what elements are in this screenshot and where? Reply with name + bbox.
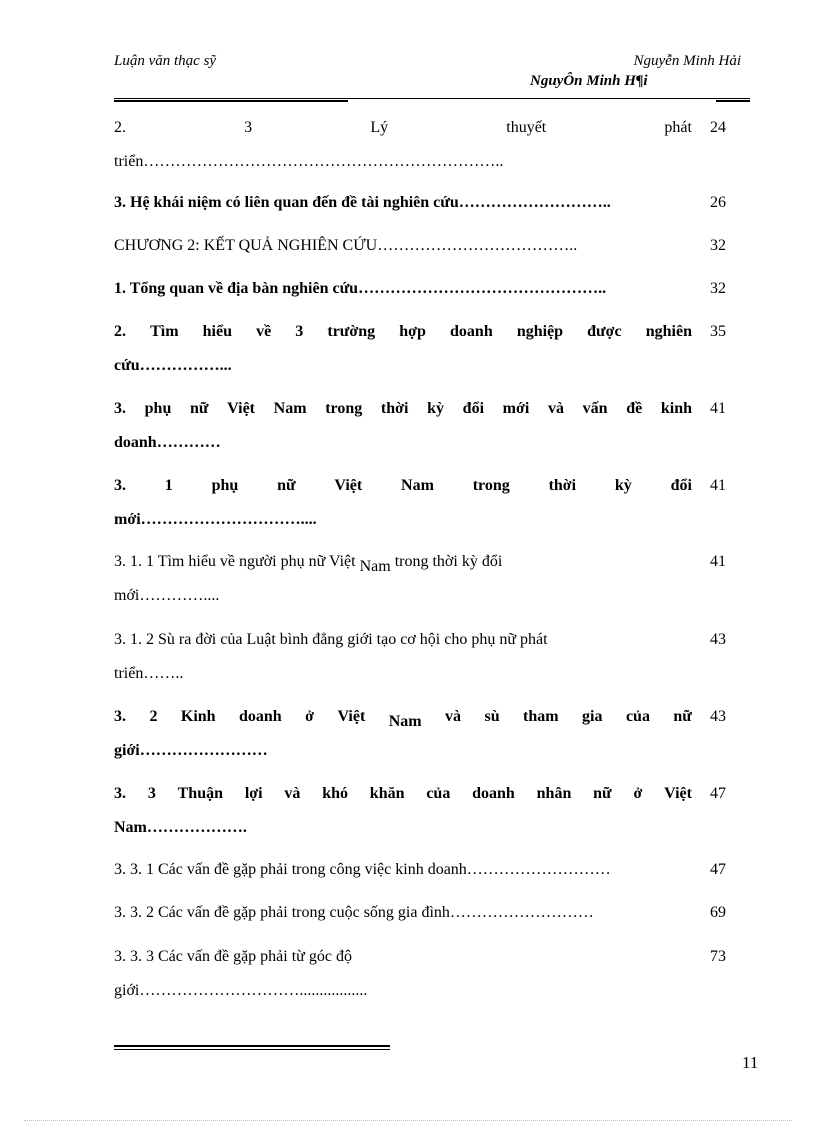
toc-page-number: 43 [710,631,726,648]
page-bottom-dotted-border [24,1120,792,1121]
toc-entry [114,940,726,1008]
toc-entry-title: 3. phụ nữ Việt Nam trong thời kỳ đổi mới và vấn đề kinh [114,400,692,417]
toc-page-number: 26 [710,194,726,211]
toc-page-number: 73 [710,948,726,965]
toc-entry [114,623,726,691]
toc-entry-title: CHƯƠNG 2: KẾT QUẢ NGHIÊN CỨU……………………………….. [114,237,578,254]
toc-entry [114,315,726,383]
toc-entry-title: 3. Hệ khái niệm có liên quan đến đề tài nghiên cứu……………………….. [114,194,611,211]
toc-entry-continuation: giới…………………… [114,742,268,759]
toc-entry-title: 3. 3 Thuận lợi và khó khăn của doanh nhân nữ ở Việt [114,785,692,802]
toc-entry-title: 3. 3. 2 Các vấn đề gặp phải trong cuộc sống gia đình……………………… [114,904,594,921]
toc-page-number: 32 [710,237,726,254]
toc-entry-continuation: giới…………………………................. [114,982,368,999]
toc-entry [114,229,726,263]
toc-entry-continuation: mới………………………….... [114,511,317,528]
toc-entry [114,272,726,306]
toc-entry [114,111,726,179]
toc-entry [114,853,726,887]
toc-page-number: 41 [710,553,726,570]
header-rule-thick-right [716,100,750,102]
toc-entry-continuation: Nam………………. [114,819,247,836]
toc-page-number: 69 [710,904,726,921]
toc-entry-title: 3. 1. 1 Tìm hiểu về người phụ nữ Việt Nam trong thời kỳ đổi [114,553,503,575]
page-number: 11 [742,1053,759,1072]
header-left: Luận văn thạc sỹ [114,53,217,69]
toc-entry-title: 3. 3. 3 Các vấn đề gặp phải từ góc độ [114,948,352,965]
toc-page-number: 32 [710,280,726,297]
toc-entry-title: 2. Tìm hiểu về 3 trường hợp doanh nghiệp được nghiên [114,323,692,340]
toc-page-number: 43 [710,708,726,725]
toc-entry [114,392,726,460]
toc-entry [114,545,726,613]
footer-rule-bottom [114,1049,390,1050]
toc-entry [114,186,726,220]
toc-entry-continuation: cứu……………... [114,357,232,374]
header-rule-thick-left [114,100,348,102]
toc-entry [114,469,726,537]
toc-entry-title: 2. 3 Lý thuyết phát [114,119,692,136]
toc-page-number: 41 [710,400,726,417]
toc-entry-continuation: doanh………… [114,434,221,451]
toc-entry [114,777,726,845]
toc-entry-title: 3. 3. 1 Các vấn đề gặp phải trong công việc kinh doanh……………………… [114,861,611,878]
toc-page-number: 35 [710,323,726,340]
toc-entry-title: 1. Tổng quan về địa bàn nghiên cứu……………………………………….. [114,280,607,297]
header-right-garbled: NguyÔn Minh H¶i [530,73,648,89]
toc-entry-continuation: mới………….... [114,587,220,604]
toc-entry-continuation: triển…….. [114,665,184,682]
toc-entry [114,896,726,930]
toc-entry [114,700,726,768]
toc-page-number: 47 [710,861,726,878]
header-rule-thin [114,98,750,99]
toc-page-number: 47 [710,785,726,802]
footer-rule-top [114,1045,390,1047]
header-right: Nguyễn Minh Hải [633,53,741,69]
toc-entry-continuation: triển………………………………………………………….. [114,153,504,170]
toc-page-number: 24 [710,119,726,136]
toc-page-number: 41 [710,477,726,494]
toc-entry-title: 3. 1 phụ nữ Việt Nam trong thời kỳ đổi [114,477,692,494]
toc-entry-title: 3. 1. 2 Sù ra đời của Luật bình đẳng giới tạo cơ hội cho phụ nữ phát [114,631,548,648]
toc-entry-title: 3. 2 Kinh doanh ở Việt Nam và sù tham gia của nữ [114,708,692,730]
